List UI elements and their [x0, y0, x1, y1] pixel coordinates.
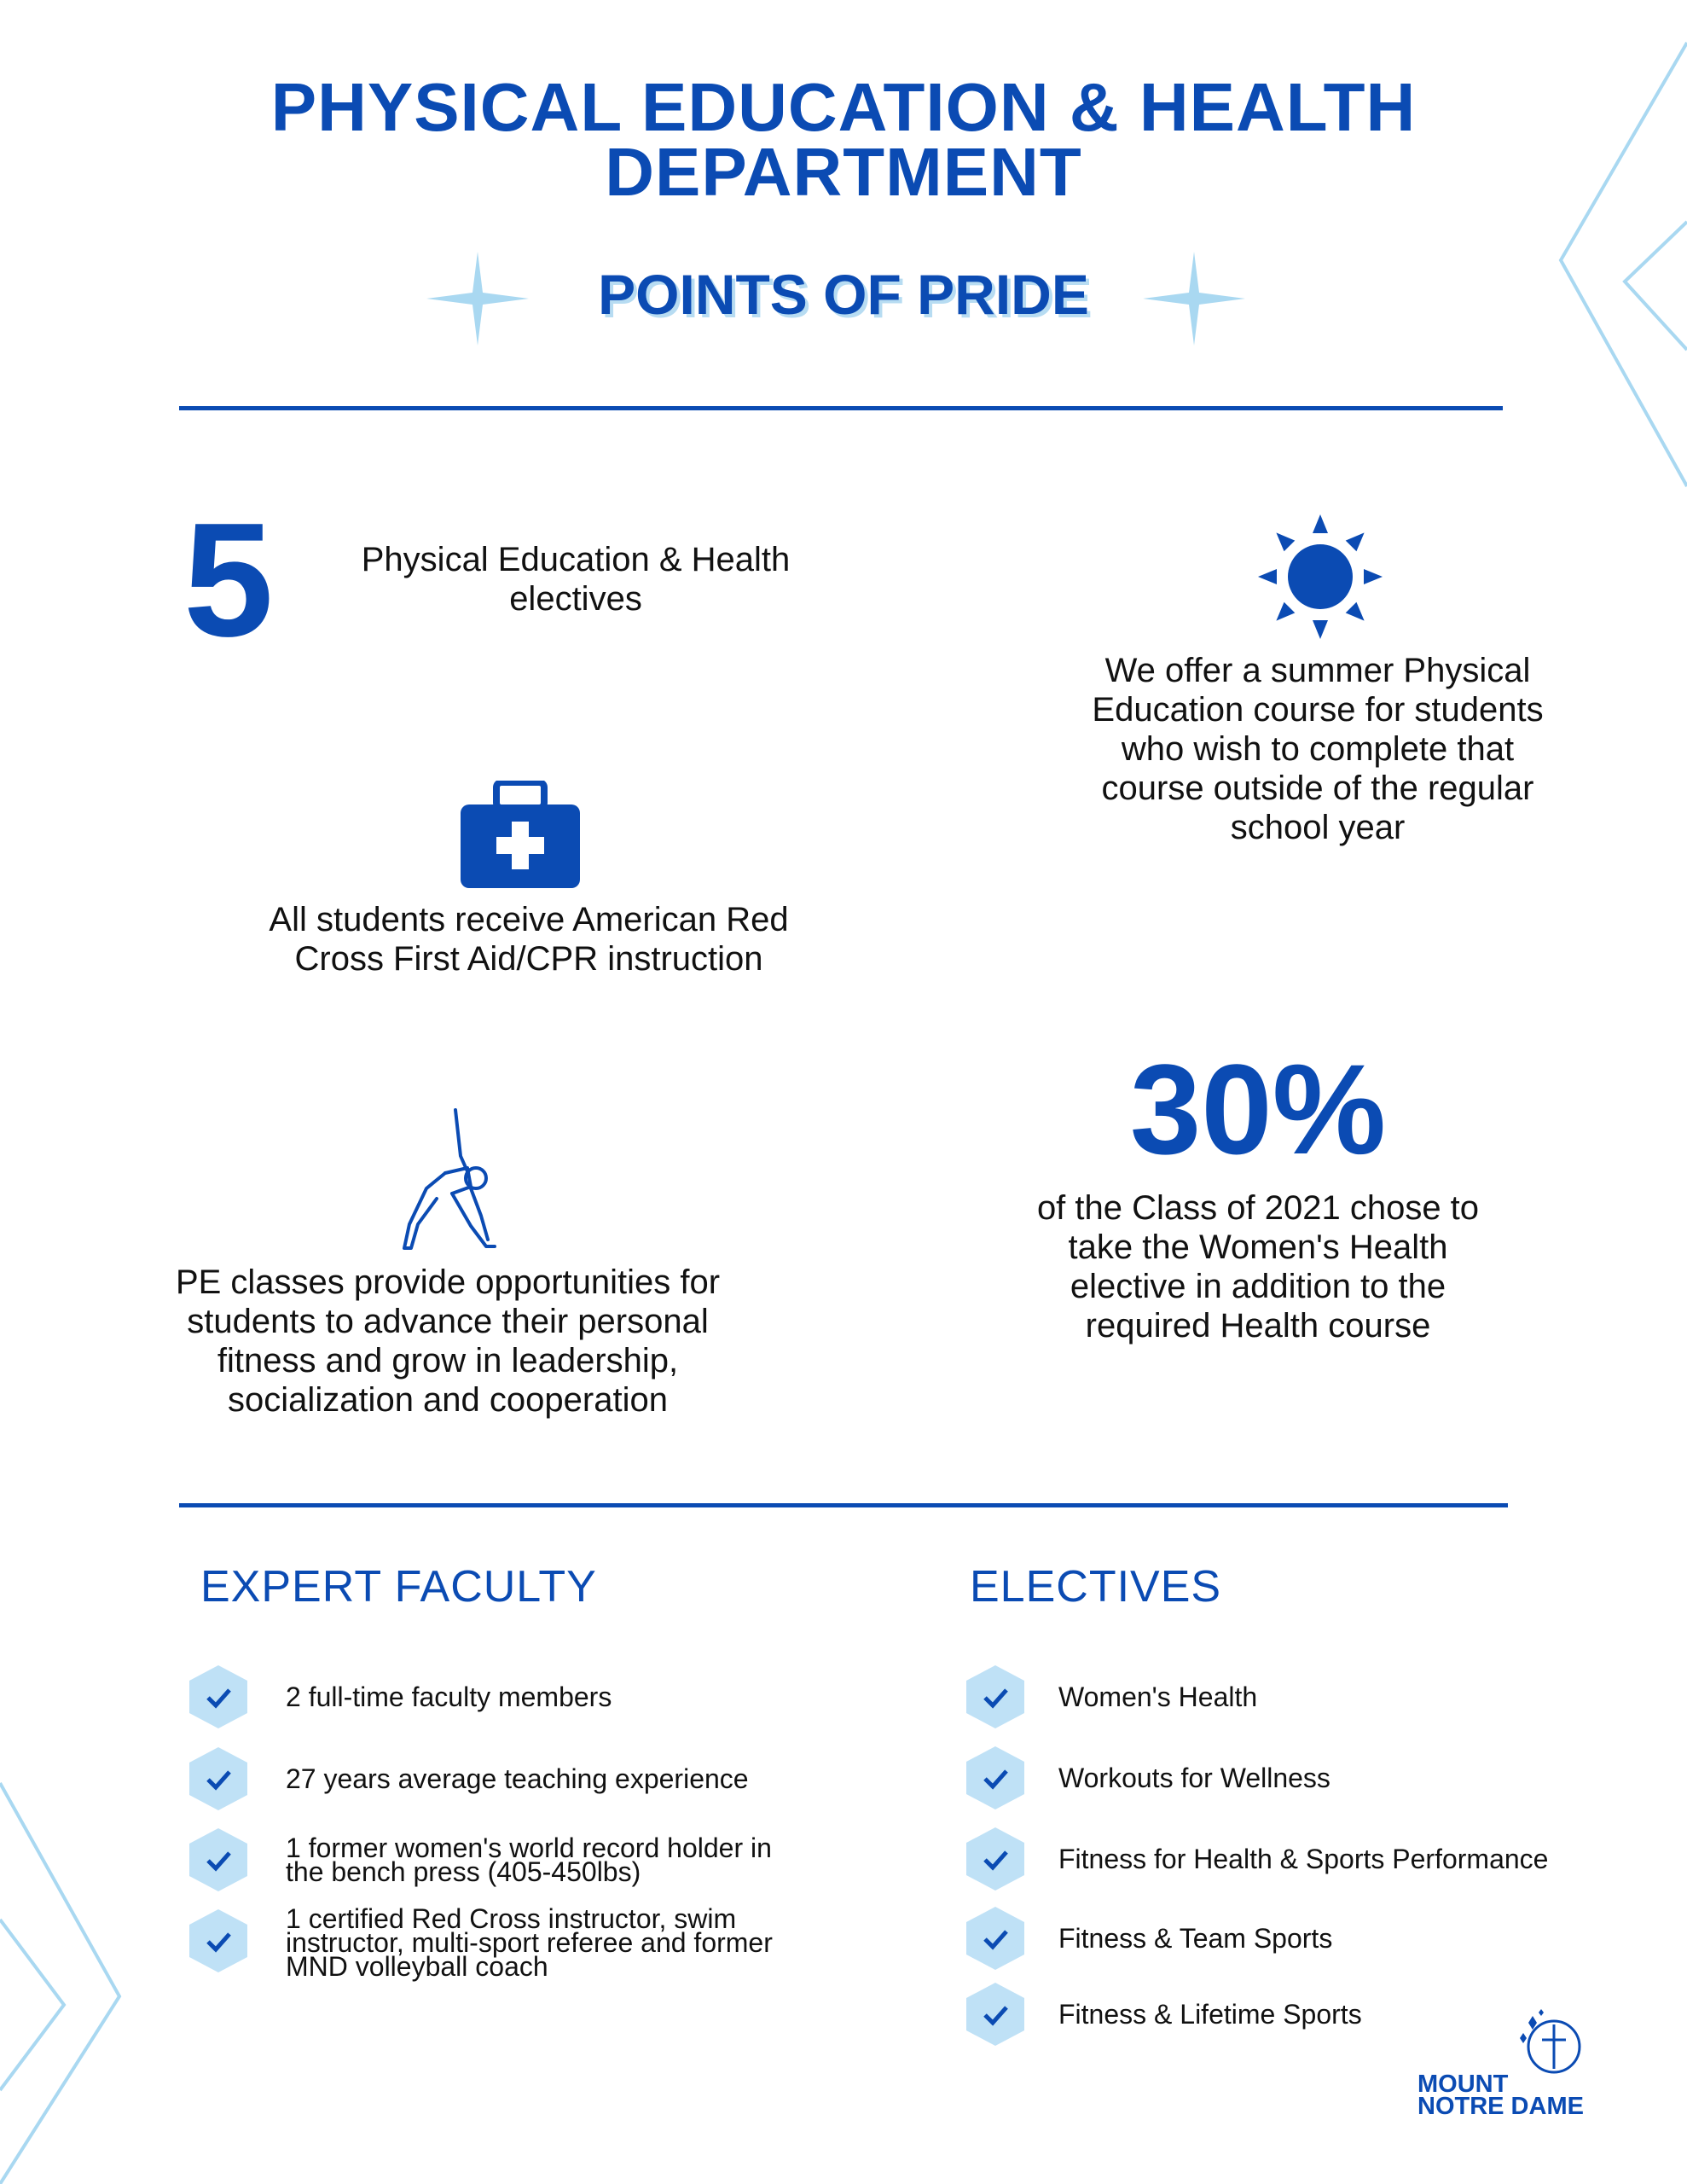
elective-item: Workouts for Wellness [966, 1746, 1683, 1806]
percent-value: 30% [1129, 1037, 1387, 1181]
check-icon [966, 1665, 1024, 1728]
check-icon [966, 1983, 1024, 2046]
divider-top [179, 406, 1503, 410]
faculty-item: 1 former women's world record holder in the bench press (405-450lbs) [189, 1828, 957, 1888]
electives-caption: Physical Education & Health electives [361, 541, 791, 618]
logo-line-1: MOUNT [1417, 2071, 1509, 2098]
chevron-decoration-left [0, 1757, 136, 2184]
yoga-stretch-icon [392, 1105, 503, 1254]
faculty-item: 27 years average teaching experience [189, 1747, 957, 1807]
title-line-2: DEPARTMENT [605, 134, 1082, 210]
first-aid-kit-icon [461, 781, 580, 888]
check-icon [189, 1747, 247, 1810]
check-icon [966, 1746, 1024, 1809]
summer-course-text: We offer a summer Physical Education course for students who wish to complete that course outside of the regular school year [1092, 652, 1544, 846]
elective-item: Women's Health [966, 1665, 1683, 1725]
check-icon [189, 1665, 247, 1728]
elective-item: Fitness & Team Sports [966, 1907, 1683, 1966]
percent-caption: of the Class of 2021 chose to take the Women's Health elective in addition to the required Health course [1036, 1189, 1480, 1345]
electives-count: 5 [183, 490, 274, 671]
divider-bottom [179, 1503, 1508, 1507]
check-icon [966, 1827, 1024, 1891]
electives-heading: ELECTIVES [970, 1562, 1222, 1612]
logo-line-2: NOTRE DAME [1417, 2093, 1584, 2120]
page-title [0, 69, 1687, 210]
check-icon [189, 1828, 247, 1891]
sparkle-icon [1143, 252, 1245, 346]
elective-item: Fitness & Lifetime Sports [966, 1983, 1683, 2042]
faculty-item: 2 full-time faculty members [189, 1665, 957, 1725]
faculty-heading: EXPERT FACULTY [200, 1562, 597, 1612]
sun-icon [1258, 514, 1383, 639]
subtitle: POINTS OF PRIDE [598, 263, 1089, 326]
check-icon [189, 1909, 247, 1972]
first-aid-text: All students receive American Red Cross First Aid/CPR instruction [269, 901, 789, 978]
faculty-item: 1 certified Red Cross instructor, swim instructor, multi-sport referee and former MND volleyball coach [189, 1909, 957, 1969]
elective-item: Fitness for Health & Sports Performance [966, 1827, 1683, 1887]
title-line-1: PHYSICAL EDUCATION & HEALTH [270, 69, 1417, 145]
school-logo [1416, 2009, 1595, 2120]
check-icon [966, 1907, 1024, 1970]
pe-classes-text: PE classes provide opportunities for students to advance their personal fitness and grow in leadership, socialization and cooperation [175, 1263, 721, 1419]
cross-icon [1516, 2009, 1585, 2077]
